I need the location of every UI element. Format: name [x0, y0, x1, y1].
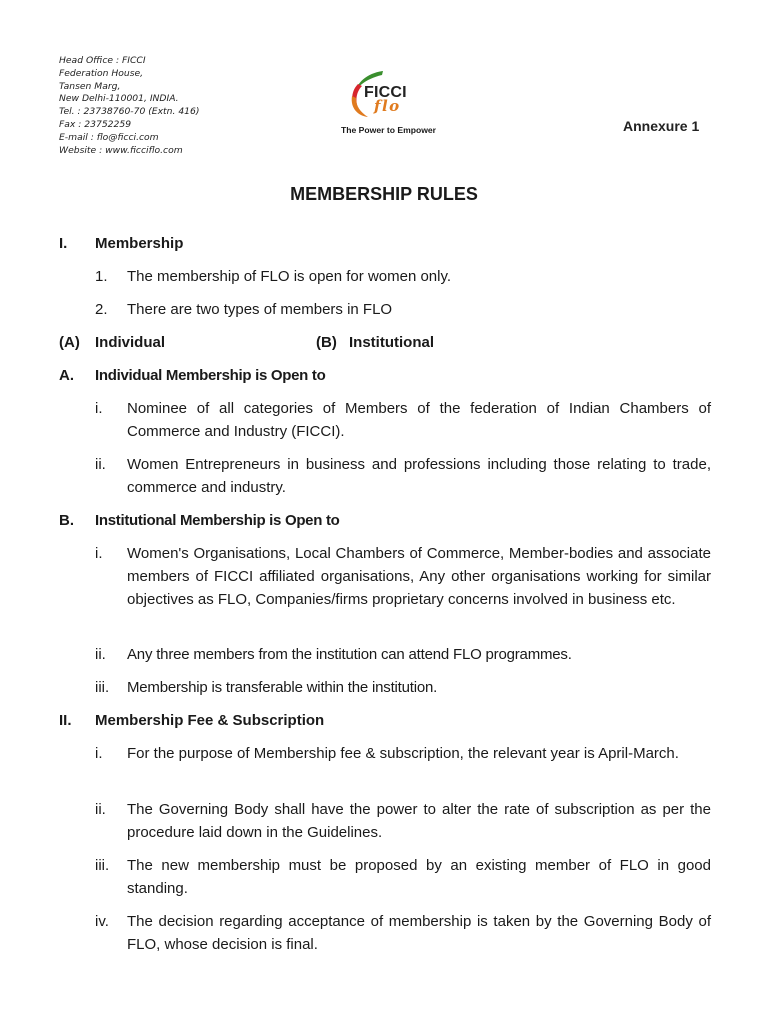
list-marker: 1. [95, 268, 108, 285]
annexure-label: Annexure 1 [623, 118, 700, 134]
logo-tagline: The Power to Empower [341, 125, 437, 135]
list-marker: iii. [95, 679, 110, 696]
list-item: The membership of FLO is open for women only. [127, 268, 452, 285]
address-line: Head Office : FICCI [59, 55, 146, 66]
address-line: New Delhi-110001, INDIA. [59, 93, 179, 105]
list-marker: iii. [95, 857, 110, 874]
section-marker: II. [59, 712, 72, 729]
address-line: Fax : 23752259 [59, 118, 132, 130]
type-b-label: Institutional [349, 334, 434, 351]
list-item: The Governing Body shall have the power to alter the rate of subscription as per the procedure laid down in the Guidelines. [127, 801, 711, 841]
list-marker: ii. [95, 801, 106, 818]
section-heading: Membership Fee & Subscription [95, 712, 325, 729]
logo-ficci-text: FICCI [364, 84, 407, 101]
list-marker: ii. [95, 456, 106, 473]
list-item: Women Entrepreneurs in business and professions including those relating to trade, commerce and industry. [127, 456, 711, 496]
head-office-address [59, 55, 199, 157]
list-item: Membership is transferable within the institution. [127, 679, 438, 696]
logo-flo-text: flo [374, 97, 401, 115]
subsection-marker: A. [59, 367, 74, 384]
list-item: Women's Organisations, Local Chambers of Commerce, Member-bodies and associate members of FICCI affiliated organisations, Any other organisations working for similar objectives as FLO, Companies/firms proprietary concerns involved in business etc. [127, 545, 711, 608]
address-line: Federation House, [59, 67, 144, 79]
list-item: Nominee of all categories of Members of the federation of Indian Chambers of Commerce and Industry (FICCI). [127, 400, 711, 440]
type-a-marker: (A) [59, 334, 80, 351]
ficci-flo-logo [338, 66, 438, 138]
type-a-label: Individual [95, 334, 166, 351]
list-item: The new membership must be proposed by an existing member of FLO in good standing. [127, 857, 711, 897]
list-marker: i. [95, 400, 103, 417]
section-marker: I. [59, 235, 68, 252]
list-item: The decision regarding acceptance of membership is taken by the Governing Body of FLO, whose decision is final. [127, 913, 711, 953]
list-item: There are two types of members in FLO [127, 301, 393, 318]
subsection-heading: Individual Membership is Open to [95, 367, 326, 384]
type-b-marker: (B) [316, 334, 337, 351]
list-item: Any three members from the institution can attend FLO programmes. [127, 646, 572, 663]
address-line: Tel. : 23738760-70 (Extn. 416) [59, 106, 200, 118]
subsection-heading: Institutional Membership is Open to [95, 512, 340, 529]
address-line: E-mail : flo@ficci.com [59, 131, 159, 143]
subsection-marker: B. [59, 512, 74, 529]
list-marker: i. [95, 745, 103, 762]
list-item: For the purpose of Membership fee & subscription, the relevant year is April-March. [127, 745, 679, 762]
address-line: Tansen Marg, [59, 80, 121, 92]
list-marker: 2. [95, 301, 108, 318]
list-marker: ii. [95, 646, 106, 663]
address-line: Website : www.ficciflo.com [59, 144, 183, 156]
section-heading: Membership [95, 235, 184, 252]
page-title: MEMBERSHIP RULES [290, 184, 478, 204]
list-marker: i. [95, 545, 103, 562]
list-marker: iv. [95, 913, 109, 930]
